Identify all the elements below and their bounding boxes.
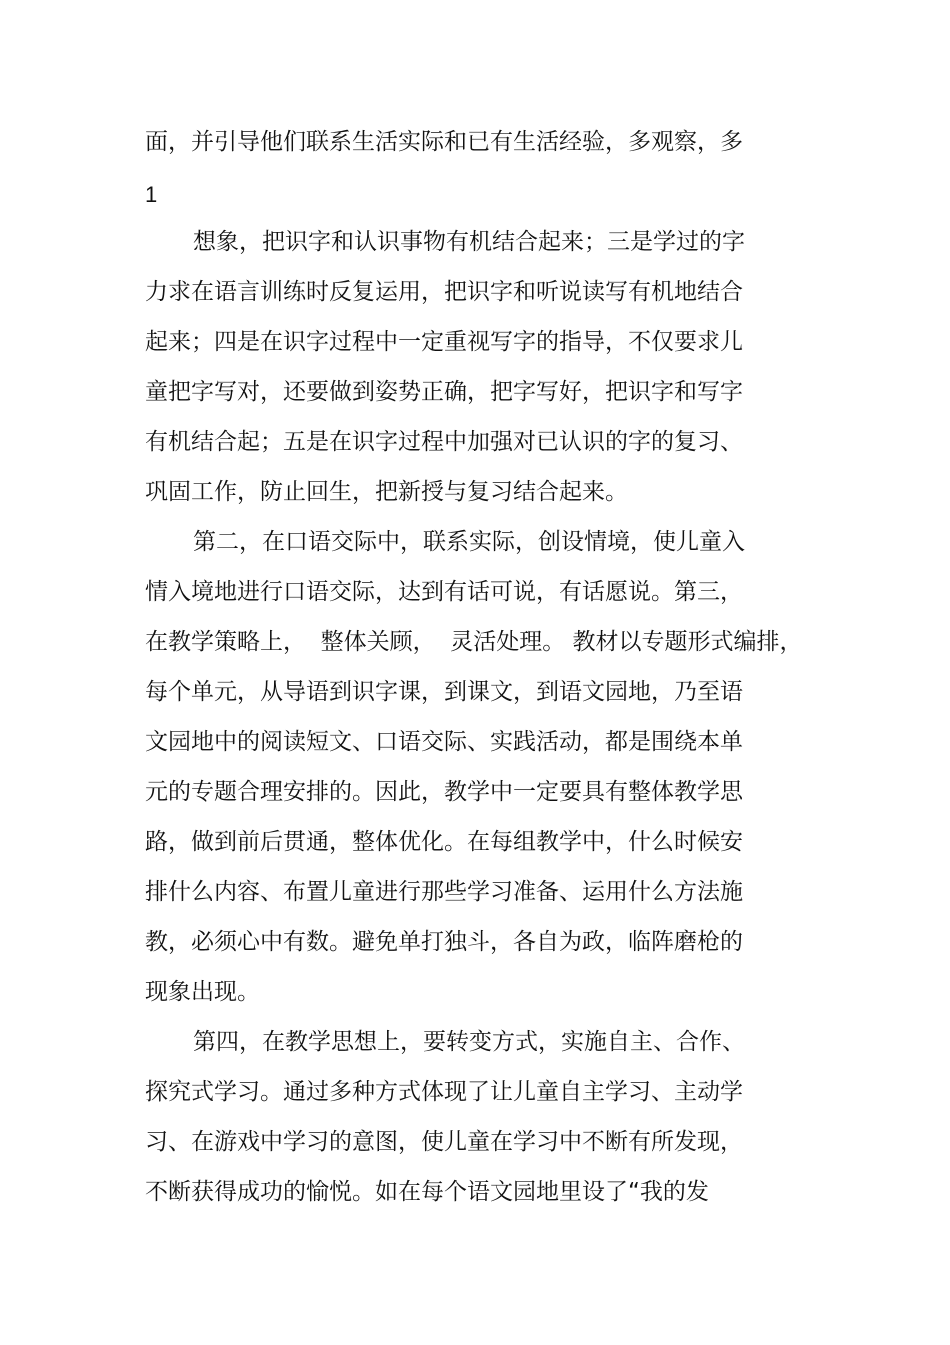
page-number: 1 [145, 182, 158, 207]
text-line: 元的专题合理安排的。因此，教学中一定要具有整体教学思 [145, 779, 743, 805]
text-line: 巩固工作，防止回生，把新授与复习结合起来。 [145, 479, 628, 505]
text-line: 起来；四是在识字过程中一定重视写字的指导，不仅要求儿 [145, 329, 743, 355]
text-line: 路，做到前后贯通，整体优化。在每组教学中，什么时候安 [145, 829, 743, 855]
text-line: 第二，在口语交际中，联系实际，创设情境，使儿童入 [193, 529, 745, 555]
text-line: 童把字写对，还要做到姿势正确，把字写好，把识字和写字 [145, 379, 743, 405]
text-line: 每个单元，从导语到识字课，到课文，到语文园地，乃至语 [145, 679, 743, 705]
text-line: 现象出现。 [145, 979, 260, 1005]
text-line: 面，并引导他们联系生活实际和已有生活经验，多观察，多 [145, 129, 743, 155]
text-line: 教，必须心中有数。避免单打独斗，各自为政，临阵磨枪的 [145, 929, 743, 955]
text-line: 有机结合起；五是在识字过程中加强对已认识的字的复习、 [145, 429, 743, 455]
text-line: 文园地中的阅读短文、口语交际、实践活动，都是围绕本单 [145, 729, 743, 755]
text-line: 在教学策略上， 整体关顾， 灵活处理。 教材以专题形式编排， [145, 629, 803, 655]
text-line: 第四，在教学思想上，要转变方式，实施自主、合作、 [193, 1029, 745, 1055]
text-line: 力求在语言训练时反复运用，把识字和听说读写有机地结合 [145, 279, 743, 305]
text-line: 情入境地进行口语交际，达到有话可说，有话愿说。第三， [145, 579, 743, 605]
text-line: 探究式学习。通过多种方式体现了让儿童自主学习、主动学 [145, 1079, 743, 1105]
text-line: 习、在游戏中学习的意图，使儿童在学习中不断有所发现， [145, 1129, 743, 1155]
text-line: 不断获得成功的愉悦。如在每个语文园地里设了“我的发 [145, 1179, 709, 1205]
text-line: 排什么内容、布置儿童进行那些学习准备、运用什么方法施 [145, 879, 743, 905]
text-line: 想象，把识字和认识事物有机结合起来；三是学过的字 [193, 229, 745, 255]
